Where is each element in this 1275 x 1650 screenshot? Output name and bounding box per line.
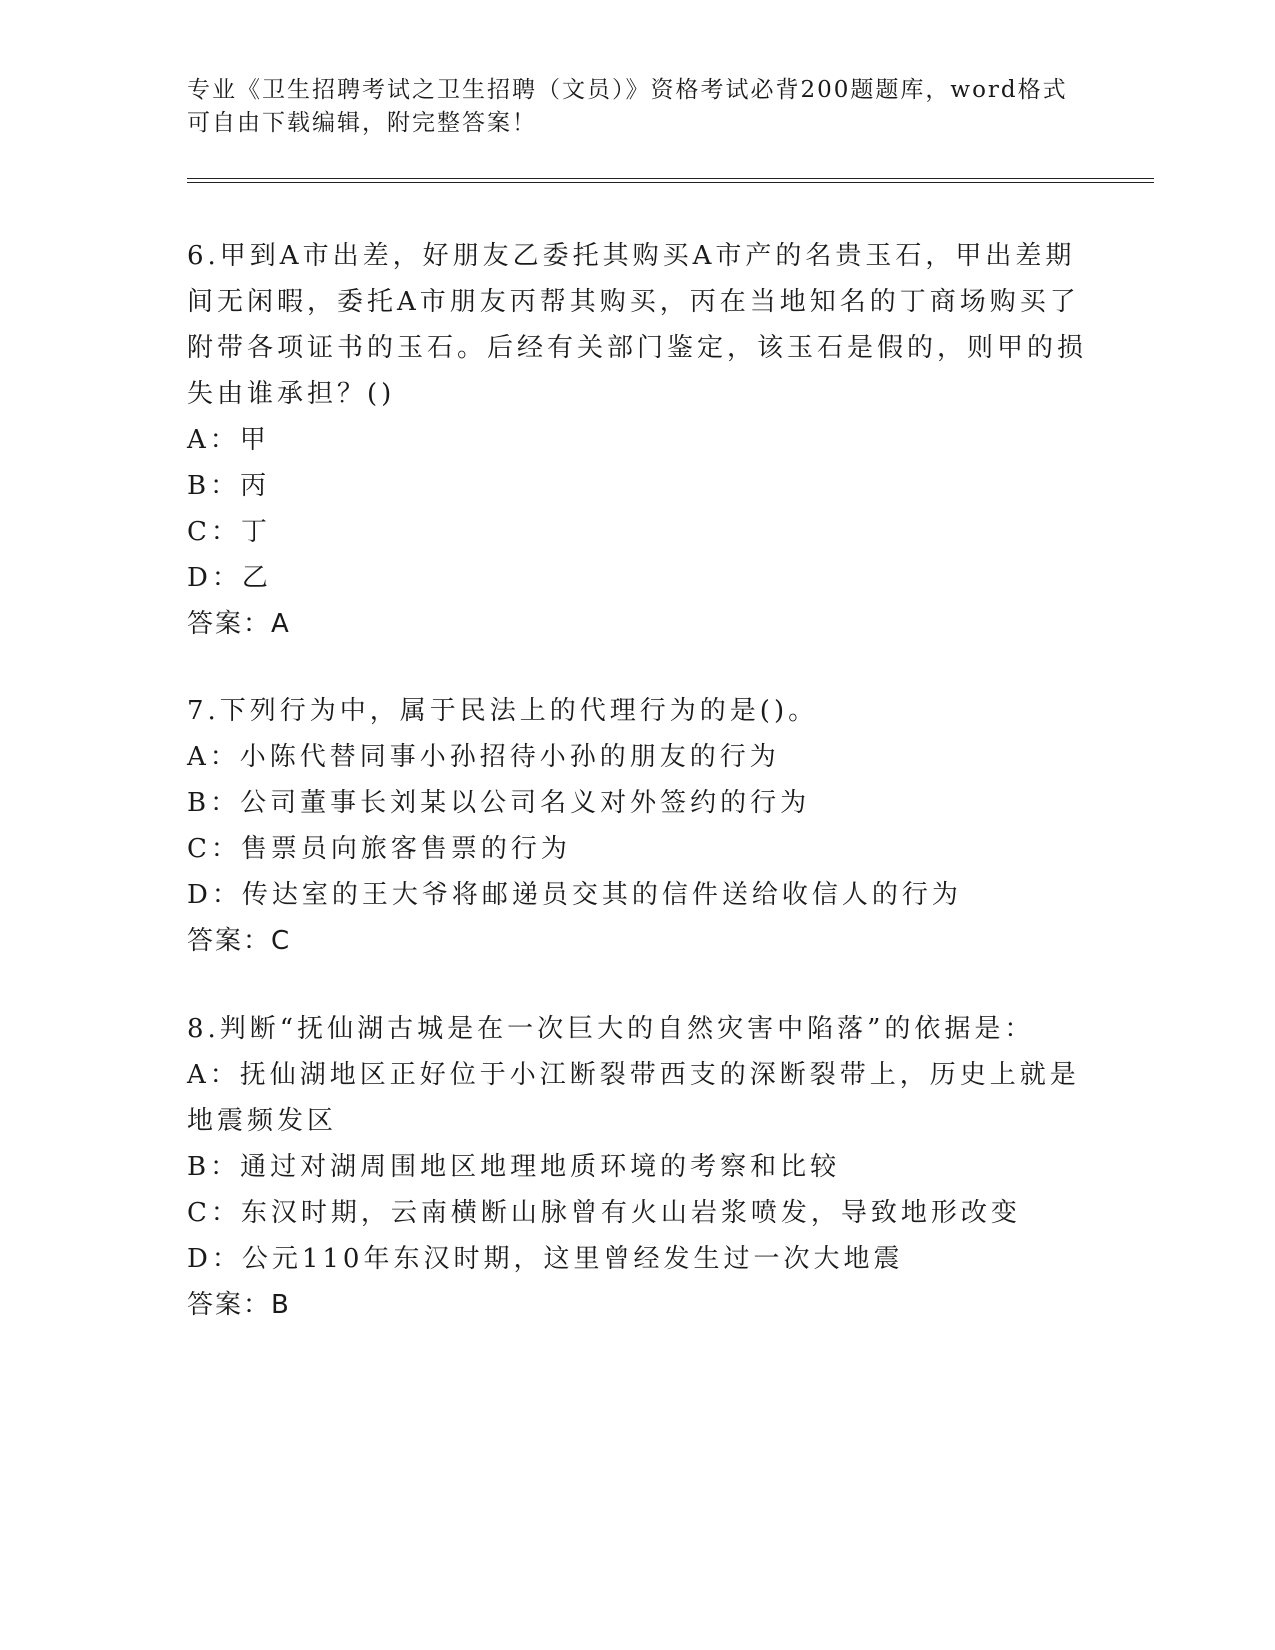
question-stem: 8.判断“抚仙湖古城是在一次巨大的自然灾害中陷落”的依据是：: [187, 1014, 1035, 1044]
question-7: [187, 688, 1087, 964]
option-a: A：甲: [187, 425, 270, 455]
option-b: B：丙: [187, 471, 271, 501]
option-a: A：小陈代替同事小孙招待小孙的朋友的行为: [187, 742, 780, 772]
question-6: [187, 233, 1087, 647]
option-c: C：东汉时期，云南横断山脉曾有火山岩浆喷发，导致地形改变: [187, 1198, 1021, 1228]
option-b: B：公司董事长刘某以公司名义对外签约的行为: [187, 788, 811, 818]
question-stem: 6.甲到A市出差，好朋友乙委托其购买A市产的名贵玉石，甲出差期间无闲暇，委托A市朋友丙帮其购买，丙在当地知名的丁商场购买了附带各项证书的玉石。后经有关部门鉴定，该玉石是假的，则甲的损失由谁承担？(): [187, 241, 1088, 409]
option-b: B：通过对湖周围地区地理地质环境的考察和比较: [187, 1152, 841, 1182]
answer-line: 答案：C: [187, 926, 292, 956]
answer-line: 答案：A: [187, 609, 291, 639]
question-stem: 7.下列行为中，属于民法上的代理行为的是()。: [187, 696, 819, 726]
option-d: D：传达室的王大爷将邮递员交其的信件送给收信人的行为: [187, 880, 962, 910]
header-note: 专业《卫生招聘考试之卫生招聘（文员）》资格考试必背200题题库，word格式可自由下载编辑，附完整答案！: [187, 77, 1068, 136]
option-c: C：售票员向旅客售票的行为: [187, 834, 571, 864]
option-a: A：抚仙湖地区正好位于小江断裂带西支的深断裂带上，历史上就是地震频发区: [187, 1060, 1080, 1136]
option-d: D：公元110年东汉时期，这里曾经发生过一次大地震: [187, 1244, 904, 1274]
option-d: D：乙: [187, 563, 272, 593]
answer-line: 答案：B: [187, 1290, 291, 1320]
question-8: [187, 1006, 1087, 1328]
option-c: C：丁: [187, 517, 271, 547]
header-double-rule: [187, 178, 1154, 183]
